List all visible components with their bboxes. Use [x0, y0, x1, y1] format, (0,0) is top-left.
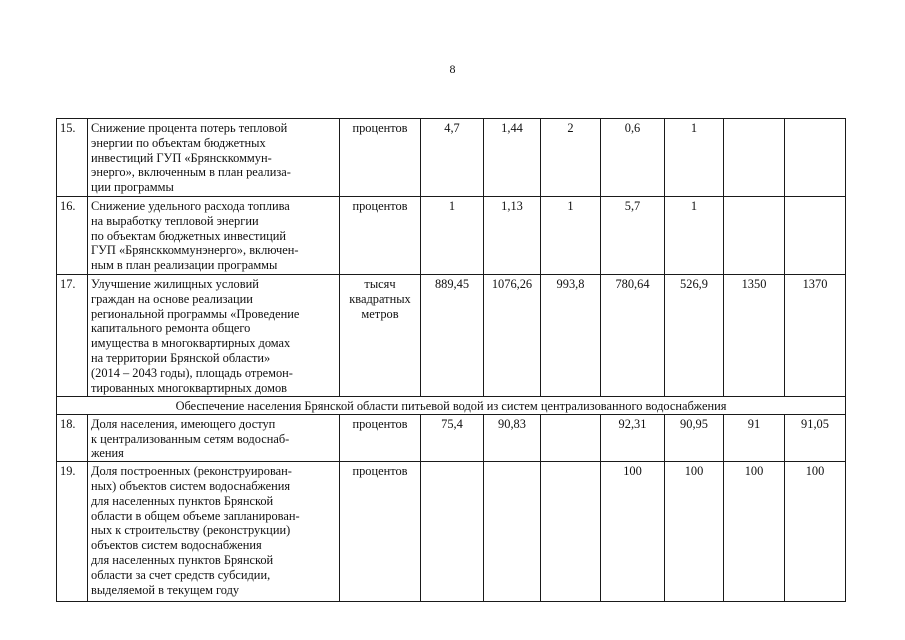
value-cell: [541, 414, 601, 461]
value-cell: 780,64: [601, 275, 665, 397]
unit-cell: процентов: [340, 197, 421, 275]
value-cell: 90,95: [665, 414, 724, 461]
value-cell: 100: [724, 462, 785, 602]
table-row: [57, 462, 846, 602]
value-cell: 526,9: [665, 275, 724, 397]
value-cell: 1: [541, 197, 601, 275]
value-cell: 92,31: [601, 414, 665, 461]
unit-cell: процентов: [340, 462, 421, 602]
value-cell: [484, 462, 541, 602]
value-cell: [421, 462, 484, 602]
value-cell: 1370: [785, 275, 846, 397]
unit-cell: процентов: [340, 414, 421, 461]
value-cell: [785, 119, 846, 197]
indicator-name: Доля населения, имеющего доступ к централизованным сетям водоснаб- жения: [88, 414, 340, 461]
value-cell: [541, 462, 601, 602]
row-number: 17.: [57, 275, 88, 397]
table-row: [57, 275, 846, 397]
value-cell: 1: [665, 119, 724, 197]
value-cell: 100: [601, 462, 665, 602]
section-row: [57, 397, 846, 415]
table-row: [57, 414, 846, 461]
value-cell: [724, 119, 785, 197]
value-cell: 91: [724, 414, 785, 461]
row-number: 19.: [57, 462, 88, 602]
row-number: 16.: [57, 197, 88, 275]
indicator-name: Улучшение жилищных условий граждан на основе реализации региональной программы «Проведение капитального ремонта общего имущества в многоквартирных домах на территории Брянской области» (2014 – 2043 годы), площадь отремон- тированных многоквартирных домов: [88, 275, 340, 397]
value-cell: 1,44: [484, 119, 541, 197]
row-number: 15.: [57, 119, 88, 197]
row-number: 18.: [57, 414, 88, 461]
value-cell: 889,45: [421, 275, 484, 397]
value-cell: 1: [421, 197, 484, 275]
indicator-name: Снижение удельного расхода топлива на выработку тепловой энергии по объектам бюджетных инвестиций ГУП «Брянсккоммунэнерго», включен- ным в план реализации программы: [88, 197, 340, 275]
value-cell: 90,83: [484, 414, 541, 461]
value-cell: [724, 197, 785, 275]
value-cell: 1,13: [484, 197, 541, 275]
value-cell: 993,8: [541, 275, 601, 397]
value-cell: 100: [785, 462, 846, 602]
value-cell: 91,05: [785, 414, 846, 461]
value-cell: 1: [665, 197, 724, 275]
indicator-name: Снижение процента потерь тепловой энергии по объектам бюджетных инвестиций ГУП «Брянсккоммун- энерго», включенным в план реализа- ции программы: [88, 119, 340, 197]
unit-cell: тысяч квадратных метров: [340, 275, 421, 397]
value-cell: 100: [665, 462, 724, 602]
value-cell: 75,4: [421, 414, 484, 461]
value-cell: 4,7: [421, 119, 484, 197]
table-row: [57, 119, 846, 197]
value-cell: [785, 197, 846, 275]
value-cell: 1350: [724, 275, 785, 397]
indicator-name: Доля построенных (реконструирован- ных) объектов систем водоснабжения для населенных пунктов Брянской области в общем объеме запланирован- ных к строительству (реконструкции) объектов систем водоснабжения для населенных пунктов Брянской области за счет средств субсидии, выделяемой в текущем году: [88, 462, 340, 602]
table-row: [57, 197, 846, 275]
section-title: Обеспечение населения Брянской области питьевой водой из систем централизованного водоснабжения: [57, 397, 846, 415]
page-number: 8: [449, 62, 456, 76]
value-cell: 0,6: [601, 119, 665, 197]
unit-cell: процентов: [340, 119, 421, 197]
indicators-table: [56, 118, 846, 602]
value-cell: 1076,26: [484, 275, 541, 397]
value-cell: 2: [541, 119, 601, 197]
value-cell: 5,7: [601, 197, 665, 275]
